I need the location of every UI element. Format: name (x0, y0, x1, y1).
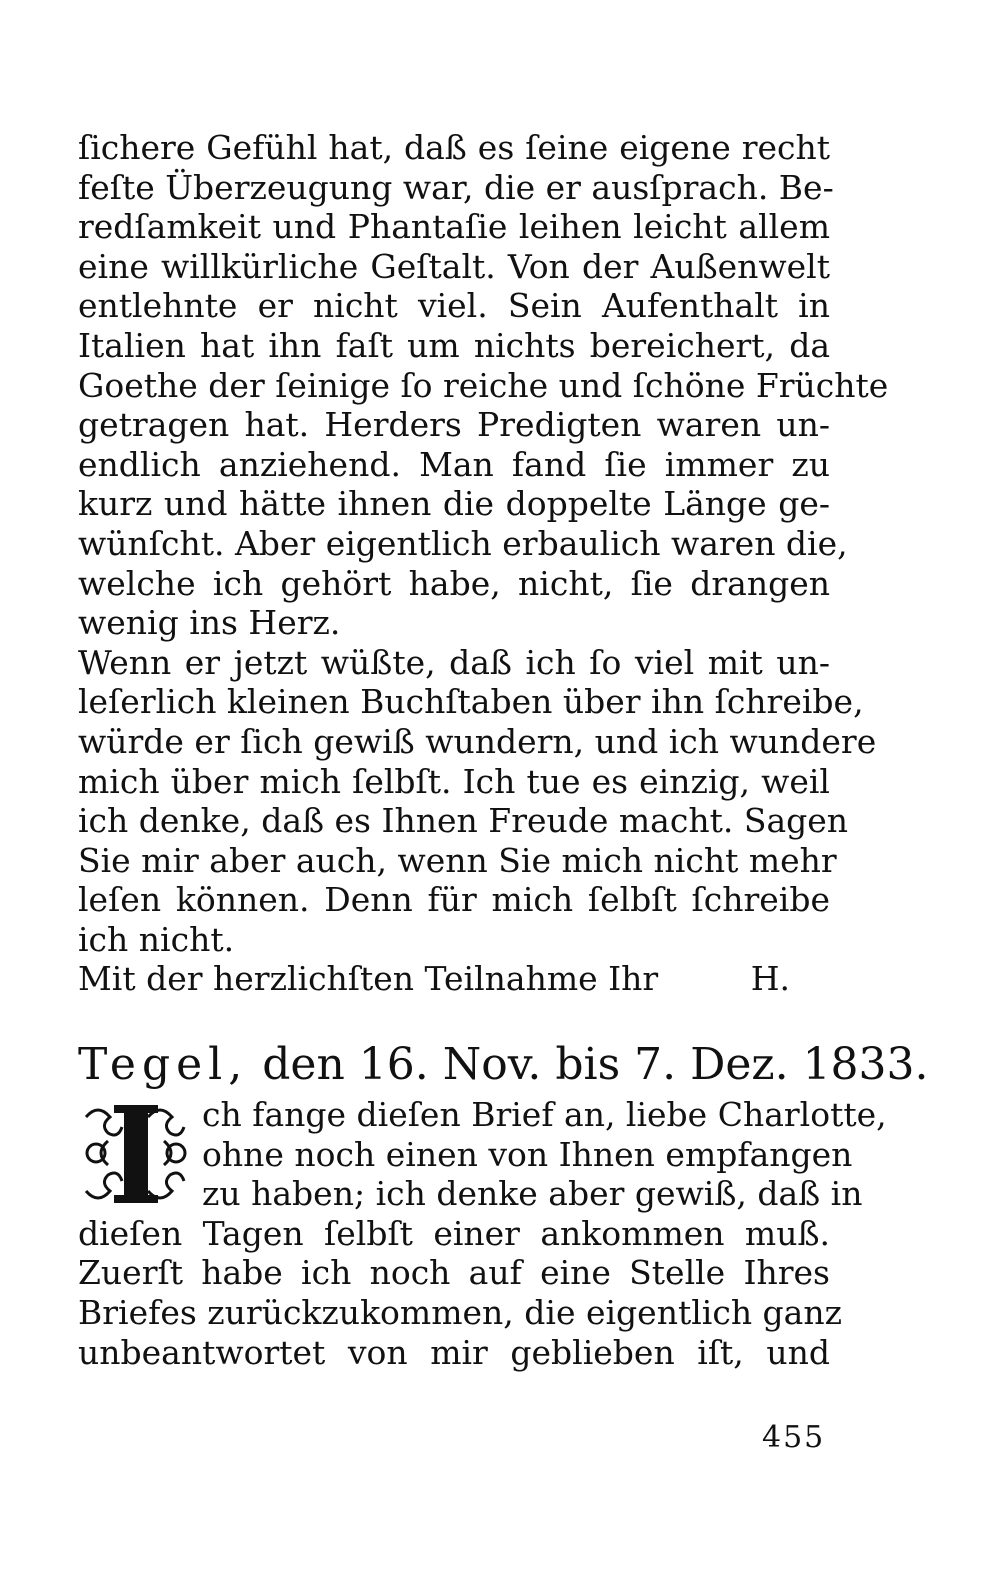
text-line: Sie mir aber auch, wenn Sie mich nicht mehr (78, 840, 837, 880)
closing-text: Mit der herzlichſten Teilnahme Ihr (78, 959, 659, 999)
text-line: eine willkürliche Geſtalt. Von der Außenwelt (78, 246, 830, 286)
text-line: wünſcht. Aber eigentlich erbaulich waren die, (78, 523, 848, 563)
signature: H. (750, 959, 790, 999)
letter-heading (78, 1035, 929, 1095)
text-line: Zuerſt habe ich noch auf eine Stelle Ihres (78, 1253, 830, 1293)
text-line: würde er ſich gewiß wundern, und ich wundere (78, 721, 877, 761)
text-line: ch fange dieſen Brief an, liebe Charlotte, (202, 1095, 887, 1135)
page-number: 455 (762, 1420, 826, 1455)
text-line: mich über mich ſelbſt. Ich tue es einzig, weil (78, 761, 830, 801)
text-line: ohne noch einen von Ihnen empfangen (202, 1134, 853, 1174)
text-line: leſen können. Denn für mich ſelbſt ſchreibe (78, 880, 830, 920)
text-line: leſerlich kleinen Buchſtaben über ihn ſchreibe, (78, 682, 864, 722)
text-line: zu haben; ich denke aber gewiß, daß in (202, 1174, 863, 1214)
text-line: entlehnte er nicht viel. Sein Aufenthalt in (78, 286, 830, 326)
heading-place: Tegel, (78, 1039, 249, 1091)
text-line: endlich anziehend. Man fand ſie immer zu (78, 444, 830, 484)
text-line: welche ich gehört habe, nicht, ſie drangen (78, 563, 830, 603)
text-line: kurz und hätte ihnen die doppelte Länge ge- (78, 484, 830, 524)
paragraph-1 (78, 128, 889, 643)
paragraph-3 (78, 1213, 842, 1372)
text-line: ich nicht. (78, 919, 235, 959)
page-body (78, 128, 929, 1372)
text-line: ich denke, daß es Ihnen Freude macht. Sagen (78, 801, 849, 841)
text-line: wenig ins Herz. (78, 603, 341, 643)
ornamental-initial-icon (78, 1101, 194, 1207)
paragraph-2 (78, 642, 877, 960)
text-line: ſichere Gefühl hat, daß es ſeine eigene recht (78, 128, 830, 167)
text-line: dieſen Tagen ſelbſt einer ankommen muß. (78, 1213, 830, 1253)
drop-cap-block (78, 1095, 887, 1214)
text-line: unbeantwortet von mir geblieben iſt, und (78, 1332, 830, 1372)
text-line: redſamkeit und Phantaſie leihen leicht allem (78, 207, 830, 247)
drop-cap-lines (202, 1095, 887, 1214)
text-line: Italien hat ihn faſt um nichts bereichert, da (78, 325, 830, 365)
text-line: Briefes zurückzukommen, die eigentlich ganz (78, 1293, 842, 1333)
text-line: feſte Überzeugung war, die er ausſprach. Be- (78, 167, 834, 207)
text-line: Goethe der ſeinige ſo reiche und ſchöne Früchte (78, 365, 889, 405)
text-line: Wenn er jetzt wüßte, daß ich ſo viel mit un- (78, 642, 830, 682)
closing-line (78, 959, 790, 999)
text-line: getragen hat. Herders Predigten waren un- (78, 405, 830, 445)
heading-date: den 16. Nov. bis 7. Dez. 1833. (262, 1039, 929, 1091)
